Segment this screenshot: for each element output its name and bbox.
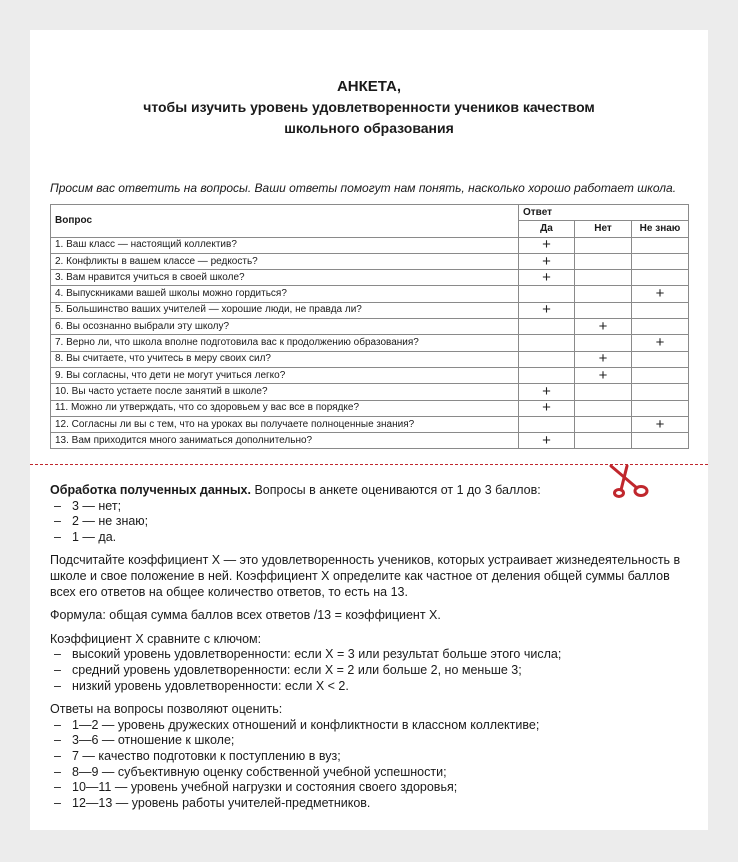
answer-dont-know-cell[interactable] bbox=[632, 433, 689, 449]
plus-mark-icon: + bbox=[655, 285, 665, 303]
dash-bullet: – bbox=[54, 662, 61, 677]
plus-mark-icon: + bbox=[542, 432, 551, 449]
plus-mark-icon: + bbox=[542, 269, 551, 286]
survey-row bbox=[51, 302, 689, 318]
question-text: 5. Большинство ваших учителей — хорошие люди, не правда ли? bbox=[51, 302, 519, 318]
dash-bullet: – bbox=[54, 795, 61, 810]
answer-dont-know-cell[interactable] bbox=[632, 319, 689, 335]
plus-mark-icon: + bbox=[542, 400, 551, 417]
dash-bullet: – bbox=[54, 678, 61, 693]
plus-mark-icon: + bbox=[598, 318, 608, 335]
plus-mark-icon: + bbox=[598, 351, 608, 368]
question-text: 2. Конфликты в вашем классе — редкость? bbox=[51, 253, 519, 269]
evaluation-list bbox=[50, 718, 698, 812]
evaluation-item bbox=[50, 718, 698, 734]
survey-row bbox=[51, 335, 689, 351]
dash-bullet: – bbox=[54, 733, 61, 748]
dash-bullet: – bbox=[54, 764, 61, 779]
question-text: 3. Вам нравится учиться в своей школе? bbox=[51, 270, 519, 286]
answer-dont-know-cell[interactable] bbox=[632, 335, 689, 351]
answer-yes-cell[interactable] bbox=[519, 302, 575, 318]
answer-dont-know-cell[interactable] bbox=[632, 400, 689, 416]
survey-row bbox=[51, 270, 689, 286]
answer-no-cell[interactable] bbox=[575, 367, 632, 383]
dash-bullet: – bbox=[54, 780, 61, 795]
dash-bullet: – bbox=[54, 717, 61, 732]
processing-heading-bold: Обработка полученных данных. bbox=[50, 483, 251, 497]
title-line-2: чтобы изучить уровень удовлетворенности учеников качеством bbox=[143, 99, 595, 115]
evaluation-item bbox=[50, 780, 698, 796]
dash-bullet: – bbox=[54, 647, 61, 662]
score-item bbox=[50, 514, 698, 530]
answer-no-cell[interactable] bbox=[575, 270, 632, 286]
plus-mark-icon: + bbox=[542, 237, 551, 254]
key-item-text: низкий уровень удовлетворенности: если Х < 2. bbox=[72, 678, 349, 693]
score-item-text: 3 — нет; bbox=[72, 498, 122, 513]
dash-bullet: – bbox=[54, 748, 61, 763]
key-item bbox=[50, 679, 698, 695]
answer-no-cell[interactable] bbox=[575, 384, 632, 400]
answer-yes-cell[interactable] bbox=[519, 416, 575, 432]
dash-bullet: – bbox=[54, 514, 61, 529]
survey-row bbox=[51, 416, 689, 432]
answer-yes-cell[interactable] bbox=[519, 433, 575, 449]
survey-row bbox=[51, 367, 689, 383]
answer-no-cell[interactable] bbox=[575, 416, 632, 432]
key-item bbox=[50, 663, 698, 679]
answer-no-cell[interactable] bbox=[575, 253, 632, 269]
answer-dont-know-cell[interactable] bbox=[632, 302, 689, 318]
processing-section bbox=[50, 483, 698, 811]
survey-row bbox=[51, 253, 689, 269]
answer-no-cell[interactable] bbox=[575, 286, 632, 302]
survey-row bbox=[51, 319, 689, 335]
answer-no-cell[interactable] bbox=[575, 302, 632, 318]
question-text: 11. Можно ли утверждать, что со здоровьем у вас все в порядке? bbox=[51, 400, 519, 416]
key-item-text: средний уровень удовлетворенности: если Х = 2 или больше 2, но меньше 3; bbox=[72, 662, 522, 677]
survey-row bbox=[51, 351, 689, 367]
survey-row bbox=[51, 433, 689, 449]
plus-mark-icon: + bbox=[542, 383, 551, 400]
answer-yes-cell[interactable] bbox=[519, 335, 575, 351]
answer-yes-cell[interactable] bbox=[519, 253, 575, 269]
processing-heading-rest: Вопросы в анкете оцениваются от 1 до 3 баллов: bbox=[250, 483, 541, 497]
answer-dont-know-cell[interactable] bbox=[632, 384, 689, 400]
survey-row bbox=[51, 400, 689, 416]
title-line-3: школьного образования bbox=[284, 120, 454, 136]
score-item bbox=[50, 530, 698, 546]
question-text: 10. Вы часто устаете после занятий в школе? bbox=[51, 384, 519, 400]
survey-body bbox=[51, 237, 689, 449]
question-text: 4. Выпускниками вашей школы можно гордиться? bbox=[51, 286, 519, 302]
coefficient-description: Подсчитайте коэффициент Х — это удовлетворенность учеников, которых устраивает жизнедеятельность в школе и свое положение в ней. Коэффициент Х определите как частное от деления общей суммы баллов всех его ответов на общее количество ответов, то есть на 13. bbox=[50, 553, 681, 599]
answer-dont-know-cell[interactable] bbox=[632, 351, 689, 367]
survey-row bbox=[51, 384, 689, 400]
score-item-text: 1 — да. bbox=[72, 529, 117, 544]
score-item-text: 2 — не знаю; bbox=[72, 514, 149, 529]
key-item bbox=[50, 647, 698, 663]
key-item-text: высокий уровень удовлетворенности: если Х = 3 или результат больше этого числа; bbox=[72, 647, 562, 662]
evaluation-item-text: 7 — качество подготовки к поступлению в вуз; bbox=[72, 748, 341, 763]
document-title bbox=[30, 76, 708, 139]
answer-yes-cell[interactable] bbox=[519, 367, 575, 383]
evaluation-item-text: 1—2 — уровень дружеских отношений и конфликтности в классном коллективе; bbox=[72, 717, 540, 732]
intro-text: Просим вас ответить на вопросы. Ваши ответы помогут нам понять, насколько хорошо работает школа. bbox=[50, 181, 677, 195]
answer-dont-know-cell[interactable] bbox=[632, 253, 689, 269]
header-answer: Ответ bbox=[519, 205, 689, 221]
evaluation-item-text: 3—6 — отношение к школе; bbox=[72, 733, 235, 748]
plus-mark-icon: + bbox=[598, 367, 608, 384]
evaluation-intro: Ответы на вопросы позволяют оценить: bbox=[50, 702, 283, 717]
header-option-no: Нет bbox=[575, 221, 632, 237]
dash-bullet: – bbox=[54, 529, 61, 544]
question-text: 13. Вам приходится много заниматься дополнительно? bbox=[51, 433, 519, 449]
plus-mark-icon: + bbox=[542, 253, 551, 270]
survey-table bbox=[50, 204, 689, 449]
answer-no-cell[interactable] bbox=[575, 335, 632, 351]
processing-heading bbox=[50, 483, 698, 499]
answer-no-cell[interactable] bbox=[575, 319, 632, 335]
answer-yes-cell[interactable] bbox=[519, 286, 575, 302]
answer-no-cell[interactable] bbox=[575, 237, 632, 253]
question-text: 12. Согласны ли вы с тем, что на уроках вы получаете полноценные знания? bbox=[51, 416, 519, 432]
question-text: 8. Вы считаете, что учитесь в меру своих сил? bbox=[51, 351, 519, 367]
evaluation-item-text: 10—11 — уровень учебной нагрузки и состояния своего здоровья; bbox=[72, 780, 458, 795]
answer-yes-cell[interactable] bbox=[519, 237, 575, 253]
evaluation-item bbox=[50, 733, 698, 749]
questionnaire-sheet bbox=[30, 30, 708, 830]
plus-mark-icon: + bbox=[655, 416, 665, 433]
evaluation-item-text: 8—9 — субъективную оценку собственной учебной успешности; bbox=[72, 764, 447, 779]
title-line-1: АНКЕТА, bbox=[336, 78, 402, 95]
answer-no-cell[interactable] bbox=[575, 351, 632, 367]
survey-row bbox=[51, 237, 689, 253]
answer-dont-know-cell[interactable] bbox=[632, 416, 689, 432]
header-question: Вопрос bbox=[51, 205, 519, 238]
question-text: 6. Вы осознанно выбрали эту школу? bbox=[51, 319, 519, 335]
formula-text: Формула: общая сумма баллов всех ответов /13 = коэффициент Х. bbox=[50, 608, 441, 623]
answer-no-cell[interactable] bbox=[575, 433, 632, 449]
answer-yes-cell[interactable] bbox=[519, 270, 575, 286]
evaluation-item bbox=[50, 796, 698, 812]
key-list bbox=[50, 647, 698, 694]
answer-yes-cell[interactable] bbox=[519, 351, 575, 367]
plus-mark-icon: + bbox=[542, 302, 551, 319]
answer-dont-know-cell[interactable] bbox=[632, 237, 689, 253]
question-text: 7. Верно ли, что школа вполне подготовила вас к продолжению образования? bbox=[51, 335, 519, 351]
answer-no-cell[interactable] bbox=[575, 400, 632, 416]
survey-row bbox=[51, 286, 689, 302]
answer-dont-know-cell[interactable] bbox=[632, 286, 689, 302]
header-option-yes: Да bbox=[519, 221, 575, 237]
key-intro: Коэффициент Х сравните с ключом: bbox=[50, 631, 262, 646]
answer-dont-know-cell[interactable] bbox=[632, 367, 689, 383]
score-item bbox=[50, 499, 698, 515]
answer-yes-cell[interactable] bbox=[519, 319, 575, 335]
answer-yes-cell[interactable] bbox=[519, 400, 575, 416]
answer-dont-know-cell[interactable] bbox=[632, 270, 689, 286]
evaluation-item-text: 12—13 — уровень работы учителей-предметников. bbox=[72, 795, 371, 810]
evaluation-item bbox=[50, 765, 698, 781]
answer-yes-cell[interactable] bbox=[519, 384, 575, 400]
question-text: 1. Ваш класс — настоящий коллектив? bbox=[51, 237, 519, 253]
question-text: 9. Вы согласны, что дети не могут учиться легко? bbox=[51, 367, 519, 383]
dash-bullet: – bbox=[54, 498, 61, 513]
scores-list bbox=[50, 499, 698, 546]
plus-mark-icon: + bbox=[655, 334, 665, 352]
evaluation-item bbox=[50, 749, 698, 765]
header-option-dont-know: Не знаю bbox=[632, 221, 689, 237]
